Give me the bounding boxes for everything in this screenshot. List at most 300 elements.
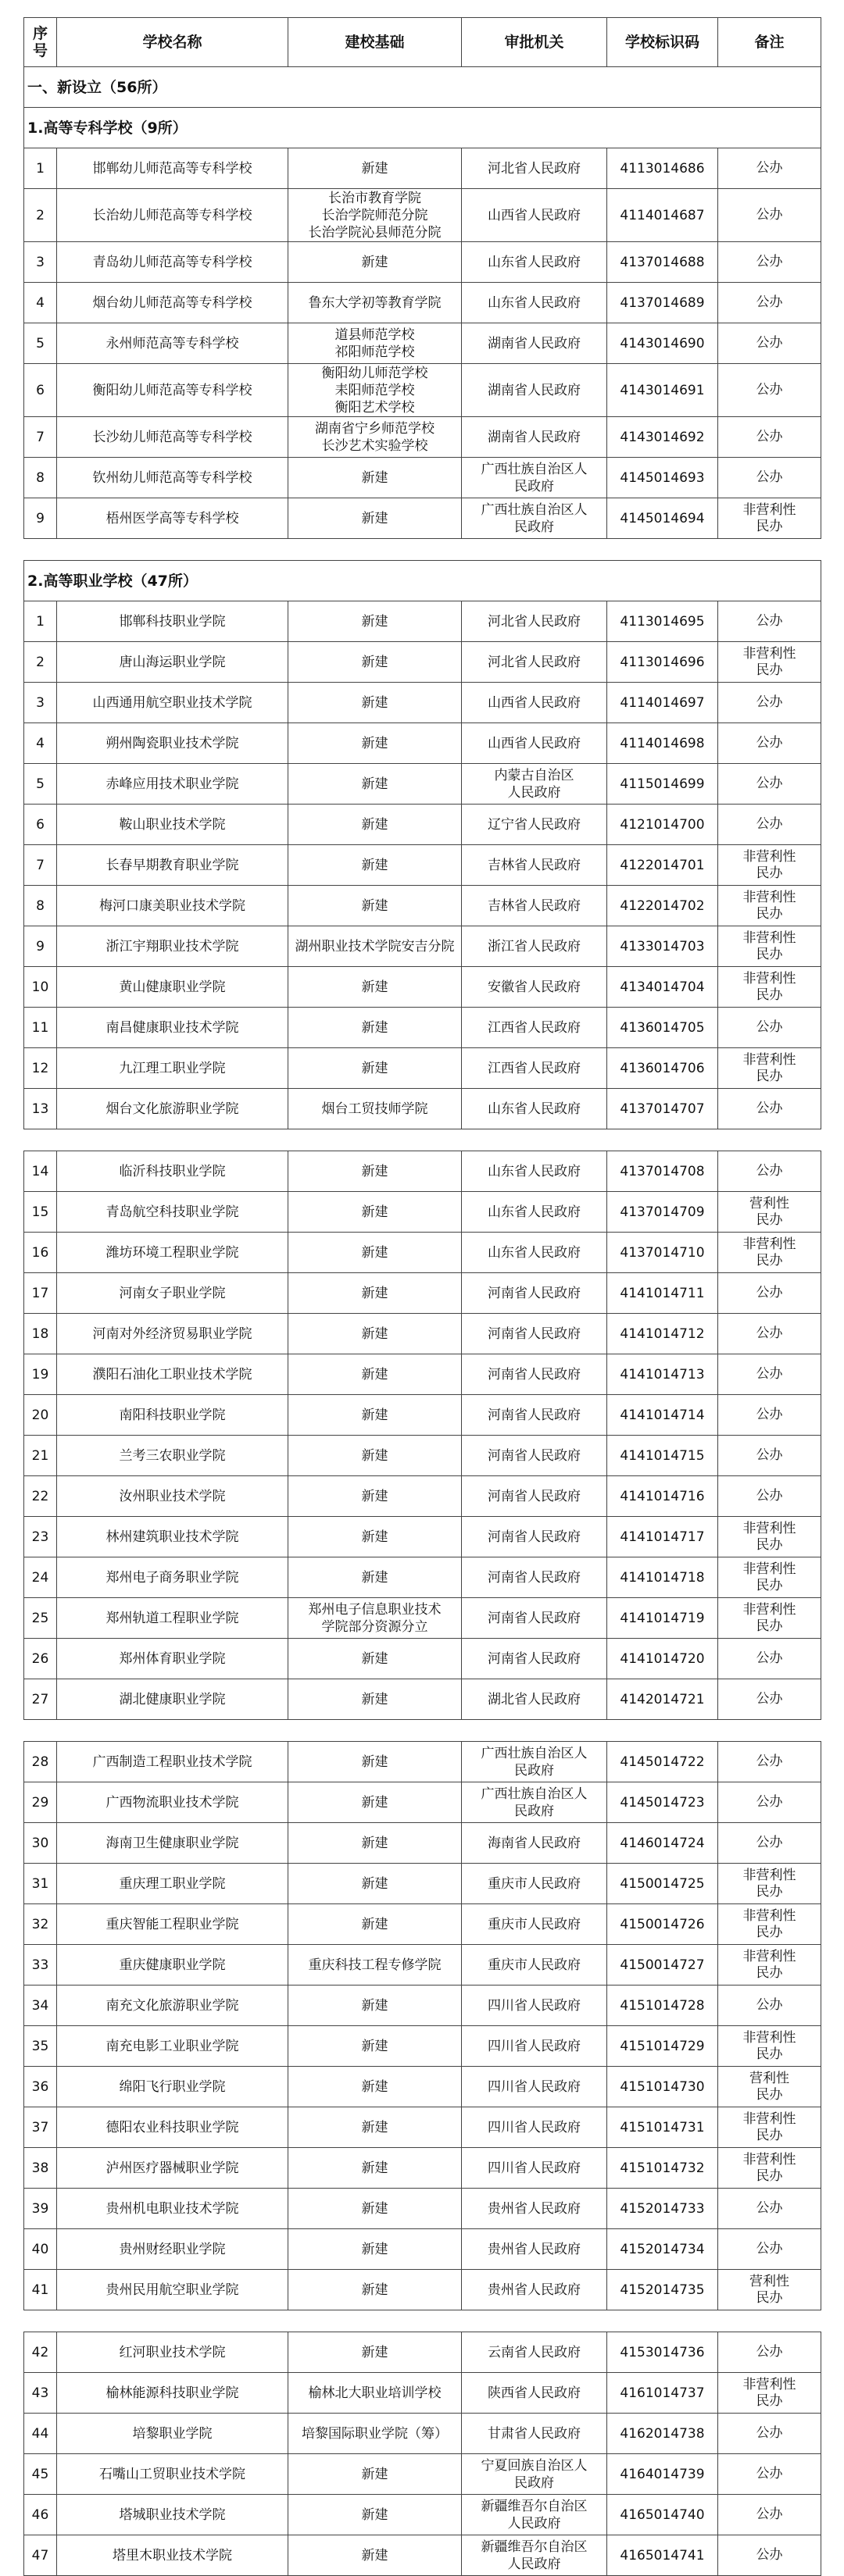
header-index: 序号	[24, 18, 57, 67]
cell-notes: 公办	[718, 601, 821, 642]
cell-index: 23	[24, 1517, 57, 1557]
cell-authority: 浙江省人民政府	[462, 926, 607, 967]
schools-table	[23, 17, 821, 2576]
cell-school-name: 重庆健康职业学院	[57, 1945, 288, 1986]
section-row	[24, 67, 821, 108]
cell-authority: 河北省人民政府	[462, 148, 607, 189]
cell-school-name: 广西物流职业技术学院	[57, 1782, 288, 1823]
cell-code: 4152014733	[607, 2189, 718, 2229]
cell-school-name: 长沙幼儿师范高等专科学校	[57, 417, 288, 458]
cell-index: 38	[24, 2148, 57, 2189]
cell-index: 6	[24, 364, 57, 417]
cell-authority: 山东省人民政府	[462, 1192, 607, 1233]
cell-notes: 公办	[718, 764, 821, 805]
cell-notes: 非营利性 民办	[718, 1557, 821, 1598]
cell-school-name: 南充文化旅游职业学院	[57, 1986, 288, 2026]
cell-index: 18	[24, 1314, 57, 1354]
cell-basis: 新建	[288, 1782, 462, 1823]
table-row	[24, 886, 821, 926]
cell-basis: 重庆科技工程专修学院	[288, 1945, 462, 1986]
cell-index: 36	[24, 2067, 57, 2107]
table-body	[24, 67, 821, 2576]
cell-index: 15	[24, 1192, 57, 1233]
cell-code: 4137014710	[607, 1233, 718, 1273]
table-row	[24, 498, 821, 539]
cell-authority: 河南省人民政府	[462, 1476, 607, 1517]
cell-school-name: 长治幼儿师范高等专科学校	[57, 189, 288, 242]
cell-notes: 营利性 民办	[718, 2270, 821, 2310]
cell-code: 4151014728	[607, 1986, 718, 2026]
cell-basis: 榆林北大职业培训学校	[288, 2373, 462, 2414]
cell-notes: 公办	[718, 2535, 821, 2576]
cell-index: 35	[24, 2026, 57, 2067]
cell-school-name: 潍坊环境工程职业学院	[57, 1233, 288, 1273]
cell-basis: 新建	[288, 1679, 462, 1720]
cell-basis: 新建	[288, 1273, 462, 1314]
cell-index: 20	[24, 1395, 57, 1436]
table-row	[24, 2495, 821, 2535]
cell-index: 30	[24, 1823, 57, 1864]
table-row	[24, 1395, 821, 1436]
page-break-gap	[24, 2310, 821, 2332]
cell-school-name: 塔里木职业技术学院	[57, 2535, 288, 2576]
cell-index: 6	[24, 805, 57, 845]
cell-notes: 非营利性 民办	[718, 1598, 821, 1639]
cell-authority: 吉林省人民政府	[462, 886, 607, 926]
cell-basis: 新建	[288, 1233, 462, 1273]
cell-school-name: 长春早期教育职业学院	[57, 845, 288, 886]
section-heading: 2.高等职业学校（47所）	[24, 561, 821, 601]
cell-school-name: 邯郸幼儿师范高等专科学校	[57, 148, 288, 189]
cell-basis: 新建	[288, 2495, 462, 2535]
cell-code: 4141014711	[607, 1273, 718, 1314]
cell-authority: 河南省人民政府	[462, 1517, 607, 1557]
cell-school-name: 烟台幼儿师范高等专科学校	[57, 283, 288, 323]
cell-code: 4150014727	[607, 1945, 718, 1986]
cell-authority: 江西省人民政府	[462, 1048, 607, 1089]
table-row	[24, 189, 821, 242]
cell-code: 4142014721	[607, 1679, 718, 1720]
cell-school-name: 重庆智能工程职业学院	[57, 1904, 288, 1945]
cell-code: 4141014716	[607, 1476, 718, 1517]
cell-school-name: 兰考三农职业学院	[57, 1436, 288, 1476]
cell-code: 4141014718	[607, 1557, 718, 1598]
cell-basis: 新建	[288, 1192, 462, 1233]
cell-index: 5	[24, 764, 57, 805]
cell-basis: 新建	[288, 2148, 462, 2189]
header-authority: 审批机关	[462, 18, 607, 67]
page-break-gap	[24, 1720, 821, 1742]
cell-index: 7	[24, 417, 57, 458]
table-row	[24, 967, 821, 1008]
table-row	[24, 2270, 821, 2310]
cell-school-name: 九江理工职业学院	[57, 1048, 288, 1089]
table-row	[24, 2332, 821, 2373]
cell-authority: 山东省人民政府	[462, 283, 607, 323]
cell-school-name: 林州建筑职业技术学院	[57, 1517, 288, 1557]
cell-basis: 衡阳幼儿师范学校 耒阳师范学校 衡阳艺术学校	[288, 364, 462, 417]
cell-school-name: 黄山健康职业学院	[57, 967, 288, 1008]
cell-index: 44	[24, 2414, 57, 2454]
table-row	[24, 2026, 821, 2067]
cell-authority: 宁夏回族自治区人 民政府	[462, 2454, 607, 2495]
cell-code: 4137014709	[607, 1192, 718, 1233]
table-row	[24, 926, 821, 967]
cell-index: 31	[24, 1864, 57, 1904]
cell-index: 13	[24, 1089, 57, 1129]
cell-basis: 新建	[288, 1823, 462, 1864]
cell-authority: 四川省人民政府	[462, 2148, 607, 2189]
table-row	[24, 1823, 821, 1864]
cell-basis: 新建	[288, 1639, 462, 1679]
cell-code: 4164014739	[607, 2454, 718, 2495]
cell-basis: 新建	[288, 683, 462, 723]
gap-cell	[24, 2310, 821, 2332]
cell-authority: 四川省人民政府	[462, 2107, 607, 2148]
cell-code: 4145014693	[607, 458, 718, 498]
cell-index: 22	[24, 1476, 57, 1517]
cell-code: 4143014691	[607, 364, 718, 417]
cell-basis: 新建	[288, 242, 462, 283]
cell-basis: 烟台工贸技师学院	[288, 1089, 462, 1129]
cell-basis: 新建	[288, 1436, 462, 1476]
cell-authority: 山东省人民政府	[462, 1233, 607, 1273]
cell-notes: 公办	[718, 2189, 821, 2229]
cell-notes: 非营利性 民办	[718, 498, 821, 539]
cell-notes: 公办	[718, 364, 821, 417]
cell-authority: 河南省人民政府	[462, 1436, 607, 1476]
cell-school-name: 梅河口康美职业技术学院	[57, 886, 288, 926]
cell-code: 4152014735	[607, 2270, 718, 2310]
cell-notes: 非营利性 民办	[718, 1048, 821, 1089]
cell-code: 4114014698	[607, 723, 718, 764]
cell-basis: 新建	[288, 1517, 462, 1557]
cell-school-name: 山西通用航空职业技术学院	[57, 683, 288, 723]
cell-code: 4145014722	[607, 1742, 718, 1782]
cell-school-name: 青岛航空科技职业学院	[57, 1192, 288, 1233]
cell-code: 4161014737	[607, 2373, 718, 2414]
cell-school-name: 贵州机电职业技术学院	[57, 2189, 288, 2229]
cell-authority: 河北省人民政府	[462, 642, 607, 683]
cell-index: 14	[24, 1151, 57, 1192]
cell-authority: 安徽省人民政府	[462, 967, 607, 1008]
cell-notes: 公办	[718, 2229, 821, 2270]
cell-authority: 海南省人民政府	[462, 1823, 607, 1864]
cell-basis: 新建	[288, 2067, 462, 2107]
cell-index: 8	[24, 886, 57, 926]
cell-authority: 河南省人民政府	[462, 1598, 607, 1639]
cell-basis: 新建	[288, 458, 462, 498]
cell-basis: 新建	[288, 1354, 462, 1395]
cell-index: 19	[24, 1354, 57, 1395]
cell-basis: 新建	[288, 1314, 462, 1354]
cell-code: 4136014706	[607, 1048, 718, 1089]
cell-school-name: 河南对外经济贸易职业学院	[57, 1314, 288, 1354]
table-header-row	[24, 18, 821, 67]
cell-authority: 四川省人民政府	[462, 2026, 607, 2067]
cell-school-name: 海南卫生健康职业学院	[57, 1823, 288, 1864]
cell-basis: 新建	[288, 148, 462, 189]
cell-notes: 公办	[718, 1354, 821, 1395]
table-row	[24, 1192, 821, 1233]
cell-authority: 河南省人民政府	[462, 1314, 607, 1354]
cell-notes: 公办	[718, 323, 821, 364]
cell-notes: 公办	[718, 1008, 821, 1048]
cell-notes: 公办	[718, 1151, 821, 1192]
cell-school-name: 泸州医疗器械职业学院	[57, 2148, 288, 2189]
cell-authority: 广西壮族自治区人 民政府	[462, 498, 607, 539]
table-row	[24, 1782, 821, 1823]
table-row	[24, 2414, 821, 2454]
cell-index: 1	[24, 148, 57, 189]
header-code: 学校标识码	[607, 18, 718, 67]
table-row	[24, 1945, 821, 1986]
cell-basis: 新建	[288, 723, 462, 764]
cell-authority: 内蒙古自治区 人民政府	[462, 764, 607, 805]
section-heading: 1.高等专科学校（9所）	[24, 108, 821, 148]
document-page	[23, 17, 821, 2576]
cell-basis: 新建	[288, 805, 462, 845]
cell-notes: 非营利性 民办	[718, 1864, 821, 1904]
cell-index: 42	[24, 2332, 57, 2373]
cell-school-name: 红河职业技术学院	[57, 2332, 288, 2373]
cell-basis: 新建	[288, 2189, 462, 2229]
cell-index: 4	[24, 283, 57, 323]
cell-index: 17	[24, 1273, 57, 1314]
table-row	[24, 364, 821, 417]
cell-notes: 公办	[718, 1986, 821, 2026]
cell-school-name: 郑州电子商务职业学院	[57, 1557, 288, 1598]
cell-basis: 新建	[288, 2535, 462, 2576]
table-row	[24, 1008, 821, 1048]
section-heading: 一、新设立（56所）	[24, 67, 821, 108]
table-row	[24, 1557, 821, 1598]
cell-notes: 公办	[718, 683, 821, 723]
cell-basis: 新建	[288, 2454, 462, 2495]
cell-notes: 公办	[718, 2414, 821, 2454]
cell-school-name: 临沂科技职业学院	[57, 1151, 288, 1192]
cell-school-name: 郑州轨道工程职业学院	[57, 1598, 288, 1639]
gap-cell	[24, 539, 821, 561]
cell-authority: 四川省人民政府	[462, 2067, 607, 2107]
cell-basis: 新建	[288, 2229, 462, 2270]
cell-authority: 湖北省人民政府	[462, 1679, 607, 1720]
cell-index: 12	[24, 1048, 57, 1089]
table-row	[24, 2535, 821, 2576]
cell-notes: 非营利性 民办	[718, 1233, 821, 1273]
cell-school-name: 汝州职业技术学院	[57, 1476, 288, 1517]
cell-school-name: 钦州幼儿师范高等专科学校	[57, 458, 288, 498]
cell-notes: 公办	[718, 723, 821, 764]
cell-code: 4141014714	[607, 1395, 718, 1436]
table-row	[24, 2148, 821, 2189]
cell-index: 10	[24, 967, 57, 1008]
cell-index: 46	[24, 2495, 57, 2535]
cell-authority: 甘肃省人民政府	[462, 2414, 607, 2454]
cell-school-name: 赤峰应用技术职业学院	[57, 764, 288, 805]
cell-notes: 非营利性 民办	[718, 886, 821, 926]
cell-authority: 重庆市人民政府	[462, 1864, 607, 1904]
cell-school-name: 唐山海运职业学院	[57, 642, 288, 683]
cell-code: 4165014740	[607, 2495, 718, 2535]
cell-notes: 非营利性 民办	[718, 845, 821, 886]
table-row	[24, 2229, 821, 2270]
cell-basis: 新建	[288, 1008, 462, 1048]
cell-authority: 江西省人民政府	[462, 1008, 607, 1048]
cell-basis: 新建	[288, 764, 462, 805]
cell-notes: 公办	[718, 189, 821, 242]
cell-authority: 山西省人民政府	[462, 723, 607, 764]
cell-index: 1	[24, 601, 57, 642]
cell-basis: 新建	[288, 2107, 462, 2148]
cell-authority: 河南省人民政府	[462, 1354, 607, 1395]
cell-index: 5	[24, 323, 57, 364]
cell-index: 8	[24, 458, 57, 498]
cell-school-name: 湖北健康职业学院	[57, 1679, 288, 1720]
cell-basis: 新建	[288, 1395, 462, 1436]
cell-code: 4122014702	[607, 886, 718, 926]
cell-authority: 重庆市人民政府	[462, 1904, 607, 1945]
table-row	[24, 2373, 821, 2414]
cell-notes: 非营利性 民办	[718, 2373, 821, 2414]
cell-code: 4113014695	[607, 601, 718, 642]
cell-authority: 河南省人民政府	[462, 1273, 607, 1314]
table-row	[24, 1314, 821, 1354]
cell-authority: 广西壮族自治区人 民政府	[462, 1742, 607, 1782]
table-row	[24, 683, 821, 723]
table-row	[24, 1864, 821, 1904]
cell-code: 4137014689	[607, 283, 718, 323]
cell-school-name: 德阳农业科技职业学院	[57, 2107, 288, 2148]
cell-basis: 新建	[288, 2026, 462, 2067]
cell-index: 25	[24, 1598, 57, 1639]
table-row	[24, 1354, 821, 1395]
cell-code: 4141014719	[607, 1598, 718, 1639]
cell-code: 4141014720	[607, 1639, 718, 1679]
cell-basis: 长治市教育学院 长治学院师范分院 长治学院沁县师范分院	[288, 189, 462, 242]
cell-index: 2	[24, 642, 57, 683]
cell-code: 4151014732	[607, 2148, 718, 2189]
cell-notes: 公办	[718, 417, 821, 458]
cell-index: 28	[24, 1742, 57, 1782]
table-row	[24, 723, 821, 764]
cell-index: 47	[24, 2535, 57, 2576]
cell-school-name: 塔城职业技术学院	[57, 2495, 288, 2535]
cell-authority: 贵州省人民政府	[462, 2189, 607, 2229]
cell-code: 4151014729	[607, 2026, 718, 2067]
cell-authority: 广西壮族自治区人 民政府	[462, 1782, 607, 1823]
cell-notes: 公办	[718, 1273, 821, 1314]
table-row	[24, 2107, 821, 2148]
cell-basis: 新建	[288, 886, 462, 926]
cell-authority: 贵州省人民政府	[462, 2270, 607, 2310]
cell-notes: 公办	[718, 242, 821, 283]
cell-basis: 湖南省宁乡师范学校 长沙艺术实验学校	[288, 417, 462, 458]
cell-authority: 重庆市人民政府	[462, 1945, 607, 1986]
cell-basis: 新建	[288, 1742, 462, 1782]
cell-school-name: 朔州陶瓷职业技术学院	[57, 723, 288, 764]
cell-school-name: 濮阳石油化工职业技术学院	[57, 1354, 288, 1395]
cell-code: 4143014690	[607, 323, 718, 364]
cell-code: 4162014738	[607, 2414, 718, 2454]
cell-notes: 营利性 民办	[718, 2067, 821, 2107]
cell-authority: 河南省人民政府	[462, 1639, 607, 1679]
cell-school-name: 青岛幼儿师范高等专科学校	[57, 242, 288, 283]
cell-basis: 道县师范学校 祁阳师范学校	[288, 323, 462, 364]
cell-code: 4122014701	[607, 845, 718, 886]
table-row	[24, 1476, 821, 1517]
cell-index: 2	[24, 189, 57, 242]
cell-school-name: 南阳科技职业学院	[57, 1395, 288, 1436]
cell-code: 4151014730	[607, 2067, 718, 2107]
cell-code: 4115014699	[607, 764, 718, 805]
table-row	[24, 1904, 821, 1945]
cell-code: 4141014712	[607, 1314, 718, 1354]
cell-authority: 辽宁省人民政府	[462, 805, 607, 845]
cell-school-name: 郑州体育职业学院	[57, 1639, 288, 1679]
table-row	[24, 764, 821, 805]
cell-index: 4	[24, 723, 57, 764]
cell-notes: 公办	[718, 2495, 821, 2535]
cell-index: 11	[24, 1008, 57, 1048]
cell-school-name: 南昌健康职业技术学院	[57, 1008, 288, 1048]
cell-code: 4114014697	[607, 683, 718, 723]
cell-authority: 山东省人民政府	[462, 1151, 607, 1192]
cell-basis: 新建	[288, 498, 462, 539]
cell-basis: 新建	[288, 1048, 462, 1089]
cell-authority: 湖南省人民政府	[462, 417, 607, 458]
cell-authority: 湖南省人民政府	[462, 323, 607, 364]
table-row	[24, 601, 821, 642]
cell-index: 3	[24, 683, 57, 723]
cell-authority: 山西省人民政府	[462, 683, 607, 723]
cell-basis: 郑州电子信息职业技术 学院部分资源分立	[288, 1598, 462, 1639]
table-row	[24, 1639, 821, 1679]
cell-authority: 湖南省人民政府	[462, 364, 607, 417]
cell-basis: 新建	[288, 2332, 462, 2373]
cell-code: 4141014717	[607, 1517, 718, 1557]
cell-basis: 新建	[288, 1904, 462, 1945]
cell-basis: 新建	[288, 1557, 462, 1598]
table-row	[24, 323, 821, 364]
table-row	[24, 1517, 821, 1557]
cell-notes: 公办	[718, 2454, 821, 2495]
cell-school-name: 梧州医学高等专科学校	[57, 498, 288, 539]
cell-code: 4137014688	[607, 242, 718, 283]
cell-school-name: 重庆理工职业学院	[57, 1864, 288, 1904]
cell-code: 4136014705	[607, 1008, 718, 1048]
cell-notes: 非营利性 民办	[718, 967, 821, 1008]
cell-authority: 贵州省人民政府	[462, 2229, 607, 2270]
cell-notes: 非营利性 民办	[718, 642, 821, 683]
cell-authority: 河南省人民政府	[462, 1395, 607, 1436]
cell-code: 4145014723	[607, 1782, 718, 1823]
cell-notes: 非营利性 民办	[718, 1517, 821, 1557]
cell-school-name: 浙江宇翔职业技术学院	[57, 926, 288, 967]
cell-basis: 新建	[288, 642, 462, 683]
cell-basis: 新建	[288, 601, 462, 642]
cell-school-name: 贵州财经职业学院	[57, 2229, 288, 2270]
cell-authority: 新疆维吾尔自治区 人民政府	[462, 2535, 607, 2576]
cell-code: 4150014726	[607, 1904, 718, 1945]
cell-index: 21	[24, 1436, 57, 1476]
cell-basis: 新建	[288, 1864, 462, 1904]
cell-index: 9	[24, 498, 57, 539]
cell-index: 34	[24, 1986, 57, 2026]
table-row	[24, 148, 821, 189]
cell-notes: 营利性 民办	[718, 1192, 821, 1233]
cell-notes: 公办	[718, 1679, 821, 1720]
